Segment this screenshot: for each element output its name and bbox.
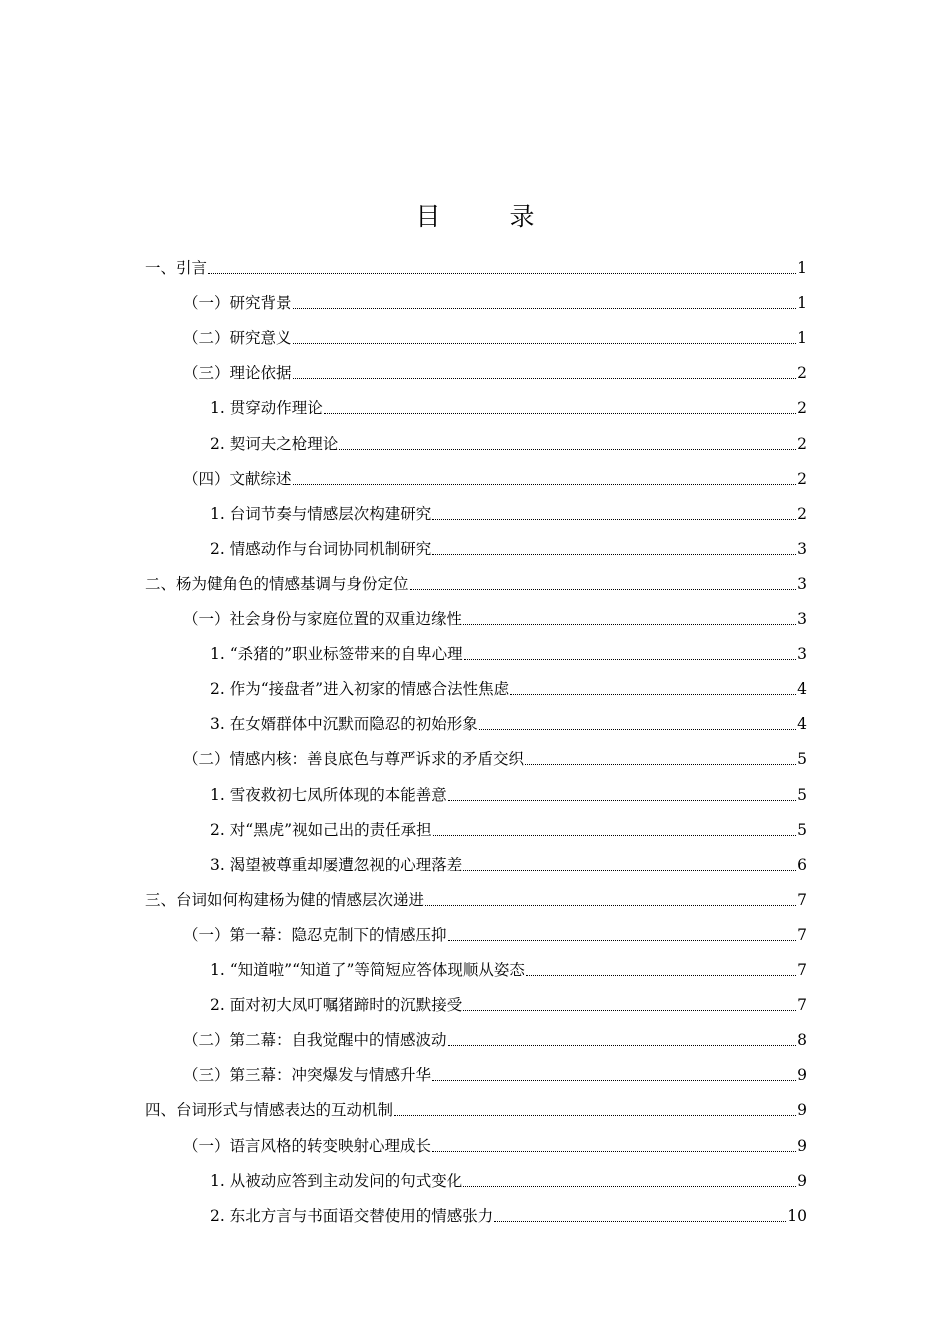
toc-page-number: 8 bbox=[797, 1031, 807, 1050]
toc-entry-title: （四）文献综述 bbox=[183, 469, 292, 488]
toc-page-number: 3 bbox=[797, 610, 807, 628]
dot-leader bbox=[339, 448, 796, 450]
toc-entry-title: 1. 雪夜救初七凤所体现的本能善意 bbox=[210, 785, 447, 804]
toc-entry-title: 四、台词形式与情感表达的互动机制 bbox=[145, 1101, 394, 1120]
toc-entry[interactable] bbox=[210, 498, 807, 524]
toc-entry-title: 2. 面对初大凤叮嘱猪蹄时的沉默接受 bbox=[210, 996, 463, 1015]
toc-entry[interactable] bbox=[210, 533, 807, 559]
toc-page-number: 2 bbox=[797, 469, 807, 488]
toc-entry[interactable] bbox=[145, 568, 807, 594]
dot-leader bbox=[432, 518, 796, 520]
toc-entry-title: 2. 对“黑虎”视如己出的责任承担 bbox=[210, 820, 432, 839]
dot-leader bbox=[510, 693, 796, 695]
toc-entry-title: 二、杨为健角色的情感基调与身份定位 bbox=[145, 574, 409, 593]
dot-leader bbox=[293, 342, 797, 344]
dot-leader bbox=[526, 974, 796, 976]
toc-page-number: 2 bbox=[797, 364, 807, 383]
toc-page-number: 9 bbox=[797, 1136, 807, 1155]
toc-entry[interactable] bbox=[210, 814, 807, 840]
toc-entry[interactable] bbox=[210, 392, 807, 418]
toc-page-number: 3 bbox=[797, 574, 807, 593]
toc-entry-title: 3. 渴望被尊重却屡遭忽视的心理落差 bbox=[210, 855, 463, 874]
toc-entry[interactable] bbox=[210, 989, 807, 1015]
toc-entry-title: （三）理论依据 bbox=[183, 364, 292, 383]
dot-leader bbox=[463, 1009, 796, 1011]
toc-page-number: 3 bbox=[797, 645, 807, 664]
toc-entry-title: 1. 贯穿动作理论 bbox=[210, 399, 323, 418]
toc-entry-title: （二）情感内核：善良底色与尊严诉求的矛盾交织 bbox=[183, 750, 525, 769]
toc-page-number: 9 bbox=[797, 1171, 807, 1190]
toc-entry[interactable] bbox=[183, 603, 807, 629]
dot-leader bbox=[433, 834, 797, 836]
toc-entry[interactable] bbox=[183, 1059, 807, 1085]
toc-page-number: 5 bbox=[797, 820, 807, 839]
toc-entry-title: 三、台词如何构建杨为健的情感层次递进 bbox=[145, 890, 425, 909]
dot-leader bbox=[293, 307, 797, 309]
dot-leader bbox=[293, 483, 797, 485]
toc-entry[interactable] bbox=[183, 1130, 807, 1156]
toc-page-number: 6 bbox=[797, 855, 807, 874]
toc-page-number: 7 bbox=[797, 961, 807, 979]
dot-leader bbox=[410, 588, 797, 590]
toc-entry[interactable] bbox=[210, 1200, 807, 1226]
toc-entry-title: 一、引言 bbox=[145, 259, 208, 277]
toc-entry-title: （一）社会身份与家庭位置的双重边缘性 bbox=[183, 610, 463, 628]
toc-title: 目 录 bbox=[415, 202, 557, 231]
dot-leader bbox=[432, 1150, 796, 1152]
dot-leader bbox=[463, 1185, 796, 1187]
dot-leader bbox=[432, 1079, 796, 1081]
dot-leader bbox=[464, 658, 797, 660]
toc-entry[interactable] bbox=[145, 1094, 807, 1120]
toc-entry-title: （二）研究意义 bbox=[183, 329, 292, 348]
dot-leader bbox=[525, 763, 796, 765]
dot-leader bbox=[479, 728, 796, 730]
toc-page-number: 5 bbox=[797, 750, 807, 769]
dot-leader bbox=[448, 799, 796, 801]
toc-page-number: 1 bbox=[797, 259, 807, 277]
toc-entry[interactable] bbox=[183, 919, 807, 945]
toc-entry[interactable] bbox=[210, 849, 807, 875]
toc-entry[interactable] bbox=[183, 1024, 807, 1050]
toc-entry[interactable] bbox=[145, 884, 807, 910]
toc-entry[interactable] bbox=[210, 954, 807, 980]
dot-leader bbox=[463, 869, 796, 871]
toc-page-number: 4 bbox=[797, 715, 807, 734]
dot-leader bbox=[463, 623, 796, 625]
toc-entry-title: 2. 契诃夫之枪理论 bbox=[210, 434, 339, 453]
dot-leader bbox=[494, 1220, 786, 1222]
toc-page-number: 1 bbox=[797, 329, 807, 348]
dot-leader bbox=[394, 1114, 796, 1116]
toc-entry-title: 1. 台词节奏与情感层次构建研究 bbox=[210, 504, 432, 523]
dot-leader bbox=[293, 377, 797, 379]
toc-entry-title: 1. 从被动应答到主动发问的句式变化 bbox=[210, 1171, 463, 1190]
toc-page-number: 9 bbox=[797, 1101, 807, 1120]
toc-page-number: 7 bbox=[797, 996, 807, 1015]
dot-leader bbox=[448, 939, 797, 941]
toc-page-number: 1 bbox=[797, 294, 807, 313]
toc-entry[interactable] bbox=[210, 428, 807, 454]
toc-entry[interactable] bbox=[210, 708, 807, 734]
toc-entry-title: 2. 东北方言与书面语交替使用的情感张力 bbox=[210, 1206, 494, 1225]
toc-page-number: 5 bbox=[797, 785, 807, 804]
toc-entry[interactable] bbox=[183, 743, 807, 769]
toc-page-number: 4 bbox=[797, 680, 807, 699]
toc-entry-title: 3. 在女婿群体中沉默而隐忍的初始形象 bbox=[210, 715, 478, 734]
toc-entry-title: （一）研究背景 bbox=[183, 294, 292, 313]
toc-page-number: 9 bbox=[797, 1066, 807, 1085]
dot-leader bbox=[324, 412, 796, 414]
toc-entry-title: （一）语言风格的转变映射心理成长 bbox=[183, 1136, 432, 1155]
toc-entry[interactable] bbox=[183, 357, 807, 383]
toc-entry-title: 1. “知道啦”“知道了”等简短应答体现顺从姿态 bbox=[210, 961, 525, 979]
toc-page-number: 2 bbox=[797, 504, 807, 523]
toc-entry-title: 2. 作为“接盘者”进入初家的情感合法性焦虑 bbox=[210, 680, 510, 699]
toc-page-number: 7 bbox=[797, 890, 807, 909]
toc-entry[interactable] bbox=[145, 252, 807, 278]
toc-entry-title: 1. “杀猪的”职业标签带来的自卑心理 bbox=[210, 645, 463, 664]
toc-page-number: 3 bbox=[797, 539, 807, 558]
toc-entry-title: 2. 情感动作与台词协同机制研究 bbox=[210, 539, 432, 558]
toc-entry[interactable] bbox=[183, 322, 807, 348]
dot-leader bbox=[448, 1044, 797, 1046]
toc-page-number: 7 bbox=[797, 925, 807, 944]
toc-entry[interactable] bbox=[210, 638, 807, 664]
toc-page-number: 2 bbox=[797, 399, 807, 418]
dot-leader bbox=[425, 904, 796, 906]
toc-entry-title: （三）第三幕：冲突爆发与情感升华 bbox=[183, 1066, 432, 1085]
toc-entry-title: （二）第二幕：自我觉醒中的情感波动 bbox=[183, 1031, 447, 1050]
toc-entry[interactable] bbox=[183, 287, 807, 313]
toc-page-number: 2 bbox=[797, 434, 807, 453]
dot-leader bbox=[208, 272, 796, 274]
toc-entry[interactable] bbox=[210, 1165, 807, 1191]
toc-entry[interactable] bbox=[183, 463, 807, 489]
toc-entry-title: （一）第一幕：隐忍克制下的情感压抑 bbox=[183, 925, 447, 944]
toc-entry[interactable] bbox=[210, 779, 807, 805]
toc-entry[interactable] bbox=[210, 673, 807, 699]
dot-leader bbox=[432, 553, 796, 555]
toc-page-number: 10 bbox=[787, 1206, 807, 1225]
